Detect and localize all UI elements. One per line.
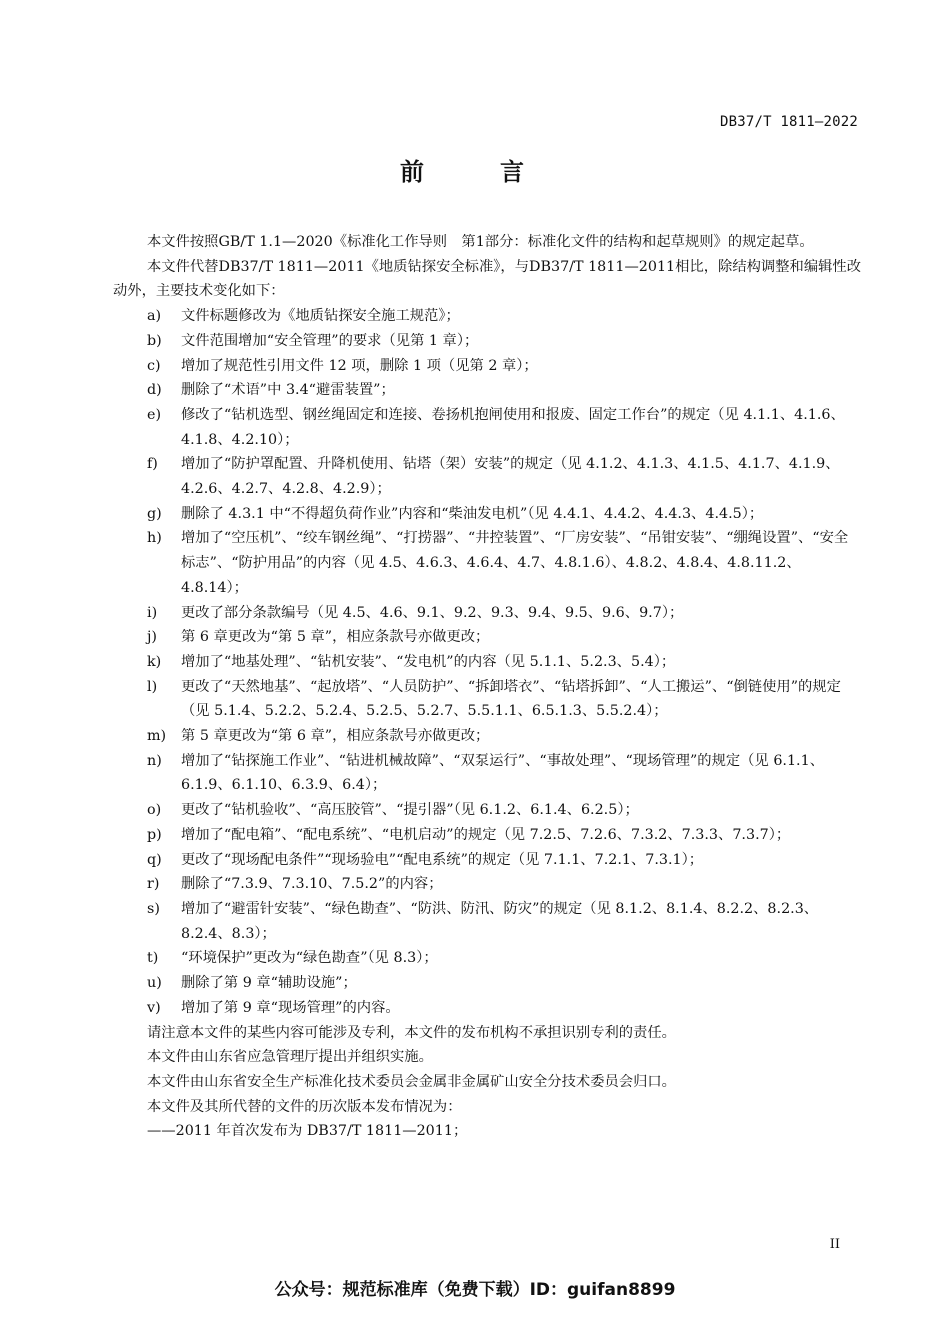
- change-item: [113, 724, 861, 749]
- change-item: [113, 996, 861, 1021]
- change-item: [113, 304, 861, 329]
- closing-line: 本文件由山东省应急管理厅提出并组织实施。: [147, 1049, 433, 1066]
- change-item: [113, 526, 861, 600]
- change-text: 更改了“钻机验收”、“高压胶管”、“提引器”（见 6.1.2、6.1.4、6.2.5）；: [181, 802, 639, 819]
- change-item: [113, 378, 861, 403]
- change-item: [113, 897, 861, 946]
- list-marker: a): [147, 308, 162, 325]
- list-marker: c): [147, 357, 161, 374]
- document-body: [113, 230, 861, 1144]
- page-number: II: [829, 1237, 840, 1252]
- closing-line: 请注意本文件的某些内容可能涉及专利，本文件的发布机构不承担识别专利的责任。: [147, 1024, 676, 1041]
- change-text: 删除了第 9 章“辅助设施”；: [181, 975, 357, 992]
- change-text: 增加了“防护罩配置、升降机使用、钻塔（架）安装”的规定（见 4.1.2、4.1.3、4.1.5、4.1.7、4.1.9、4.2.6、4.2.7、4.2.8、4.2.9）；: [181, 456, 840, 498]
- change-text: 删除了“术语”中 3.4“避雷装置”；: [181, 382, 395, 399]
- list-marker: s): [147, 900, 160, 917]
- list-marker: t): [147, 950, 159, 967]
- closing-line: ——2011 年首次发布为 DB37/T 1811—2011；: [147, 1123, 468, 1140]
- closing-line: 本文件及其所代替的文件的历次版本发布情况为：: [147, 1098, 462, 1115]
- change-text: 增加了“地基处理”、“钻机安装”、“发电机”的内容（见 5.1.1、5.2.3、5.4）；: [181, 653, 676, 670]
- change-item: [113, 823, 861, 848]
- change-item: [113, 749, 861, 798]
- list-marker: d): [147, 382, 162, 399]
- document-code: DB37/T 1811—2022: [719, 114, 858, 130]
- list-marker: j): [147, 629, 158, 646]
- list-marker: h): [147, 530, 162, 547]
- list-marker: g): [147, 505, 162, 522]
- change-item: [113, 848, 861, 873]
- change-item: [113, 403, 861, 452]
- change-item: [113, 354, 861, 379]
- list-marker: n): [147, 752, 162, 769]
- change-item: [113, 971, 861, 996]
- list-marker: v): [147, 999, 161, 1016]
- change-list: [113, 304, 861, 1020]
- change-item: [113, 675, 861, 724]
- change-text: 删除了“7.3.9、7.3.10、7.5.2”的内容；: [181, 876, 443, 893]
- change-item: [113, 946, 861, 971]
- change-item: [113, 452, 861, 501]
- change-text: 修改了“钻机选型、钢丝绳固定和连接、卷扬机抱闸使用和报废、固定工作台”的规定（见 4.1.1、4.1.6、4.1.8、4.2.10）；: [181, 406, 845, 448]
- list-marker: q): [147, 851, 162, 868]
- list-marker: l): [147, 678, 158, 695]
- change-item: [113, 329, 861, 354]
- change-item: [113, 601, 861, 626]
- list-marker: m): [147, 728, 167, 745]
- intro-paragraph: 本文件代替DB37/T 1811—2011《地质钻探安全标准》，与DB37/T 1811—2011相比，除结构调整和编辑性改动外，主要技术变化如下：: [113, 258, 862, 300]
- change-text: 更改了部分条款编号（见 4.5、4.6、9.1、9.2、9.3、9.4、9.5、9.6、9.7）；: [181, 604, 684, 621]
- list-marker: i): [147, 604, 158, 621]
- change-text: 增加了“避雷针安装”、“绿色勘查”、“防洪、防汛、防灾”的规定（见 8.1.2、8.1.4、8.2.2、8.2.3、8.2.4、8.3）；: [181, 900, 819, 942]
- change-item: [113, 650, 861, 675]
- change-item: [113, 502, 861, 527]
- list-marker: p): [147, 826, 162, 843]
- change-text: 更改了“天然地基”、“起放塔”、“人员防护”、“拆卸塔衣”、“钻塔拆卸”、“人工搬运”、“倒链使用”的规定（见 5.1.4、5.2.2、5.2.4、5.2.5、5.2.7、5.5.1.1、6.5.1.3、5.5.2.4）；: [181, 678, 841, 720]
- change-item: [113, 625, 861, 650]
- intro-paragraph: 本文件按照GB/T 1.1—2020《标准化工作导则 第1部分：标准化文件的结构和起草规则》的规定起草。: [147, 234, 814, 250]
- list-marker: b): [147, 332, 162, 349]
- list-marker: k): [147, 653, 162, 670]
- change-text: 增加了第 9 章“现场管理”的内容。: [181, 999, 400, 1016]
- change-text: 增加了“钻探施工作业”、“钻进机械故障”、“双泵运行”、“事故处理”、“现场管理”的规定（见 6.1.1、6.1.9、6.1.10、6.3.9、6.4）；: [181, 752, 824, 794]
- change-text: “环境保护”更改为“绿色勘查”（见 8.3）；: [181, 950, 438, 967]
- change-item: [113, 798, 861, 823]
- list-marker: f): [147, 456, 158, 473]
- list-marker: r): [147, 876, 160, 893]
- change-text: 删除了 4.3.1 中“不得超负荷作业”内容和“柴油发电机”（见 4.4.1、4.4.2、4.4.3、4.4.5）；: [181, 505, 764, 522]
- change-text: 文件标题修改为《地质钻探安全施工规范》；: [181, 308, 460, 325]
- list-marker: o): [147, 802, 162, 819]
- footer-watermark-text: 公众号：规范标准库（免费下载）ID：guifan8899: [274, 1280, 676, 1300]
- change-text: 更改了“现场配电条件”“现场验电”“配电系统”的规定（见 7.1.1、7.2.1、7.3.1）；: [181, 851, 704, 868]
- list-marker: u): [147, 975, 162, 992]
- change-text: 增加了“空压机”、“绞车钢丝绳”、“打捞器”、“井控装置”、“厂房安装”、“吊钳安装”、“绷绳设置”、“安全标志”、“防护用品”的内容（见 4.5、4.6.3、4.6.4、4.7、4.8.1.6）、4.8.2、4.8.4、4.8.11.2、4.8.14）；: [181, 530, 849, 596]
- change-text: 增加了“配电箱”、“配电系统”、“电机启动”的规定（见 7.2.5、7.2.6、7.3.2、7.3.3、7.3.7）；: [181, 826, 791, 843]
- closing-line: 本文件由山东省安全生产标准化技术委员会金属非金属矿山安全分技术委员会归口。: [147, 1073, 676, 1090]
- change-text: 文件范围增加“安全管理”的要求（见第 1 章）；: [181, 332, 479, 349]
- change-text: 增加了规范性引用文件 12 项，删除 1 项（见第 2 章）；: [181, 357, 538, 374]
- change-item: [113, 872, 861, 897]
- page-title: 前 言: [400, 158, 550, 186]
- change-text: 第 6 章更改为“第 5 章”，相应条款号亦做更改；: [181, 629, 490, 646]
- change-text: 第 5 章更改为“第 6 章”，相应条款号亦做更改；: [181, 728, 490, 745]
- list-marker: e): [147, 406, 162, 423]
